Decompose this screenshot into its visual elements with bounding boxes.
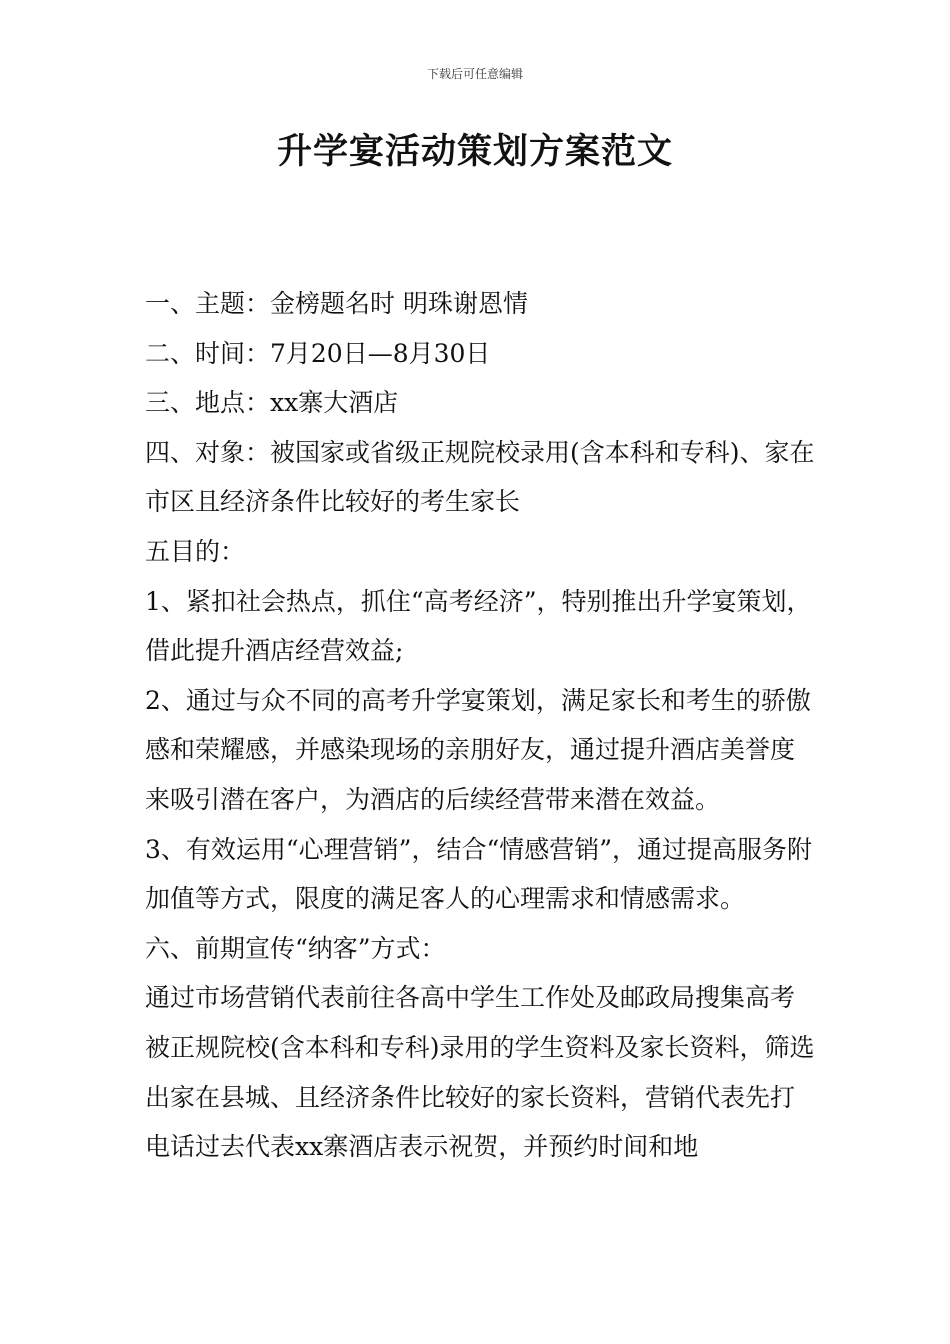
paragraph-time: 二、时间：7月20日—8月30日: [145, 338, 491, 368]
document-title: 升学宴活动策划方案范文: [276, 132, 673, 172]
paragraph-audience: 四、对象：被国家或省级正规院校录用(含本科和专科)、家在市区且经济条件比较好的考生家长: [145, 437, 815, 517]
paragraph-purpose-2: 2、通过与众不同的高考升学宴策划，满足家长和考生的骄傲感和荣耀感，并感染现场的亲朋好友，通过提升酒店美誉度来吸引潜在客户，为酒店的后续经营带来潜在效益。: [145, 685, 811, 814]
paragraph-promotion-body: 通过市场营销代表前往各高中学生工作处及邮政局搜集高考被正规院校(含本科和专科)录用的学生资料及家长资料，筛选出家在县城、且经济条件比较好的家长资料，营销代表先打电话过去代表xx寨酒店表示祝贺，并预约时间和地: [145, 983, 815, 1162]
paragraph-purpose-1: 1、紧扣社会热点，抓住“高考经济”，特别推出升学宴策划，借此提升酒店经营效益;: [145, 586, 812, 666]
paragraph-theme: 一、主题：金榜题名时 明珠谢恩情: [145, 289, 528, 318]
document-body: [145, 279, 815, 1172]
paragraph-purpose-3: 3、有效运用“心理营销”，结合“情感营销”，通过提高服务附加值等方式，限度的满足客人的心理需求和情感需求。: [145, 834, 813, 914]
header-note: 下载后可任意编辑: [426, 67, 523, 81]
paragraph-promotion-heading: 六、前期宣传“纳客”方式：: [145, 933, 446, 963]
paragraph-location: 三、地点：xx寨大酒店: [145, 388, 399, 418]
paragraph-purpose-heading: 五目的：: [145, 536, 246, 566]
